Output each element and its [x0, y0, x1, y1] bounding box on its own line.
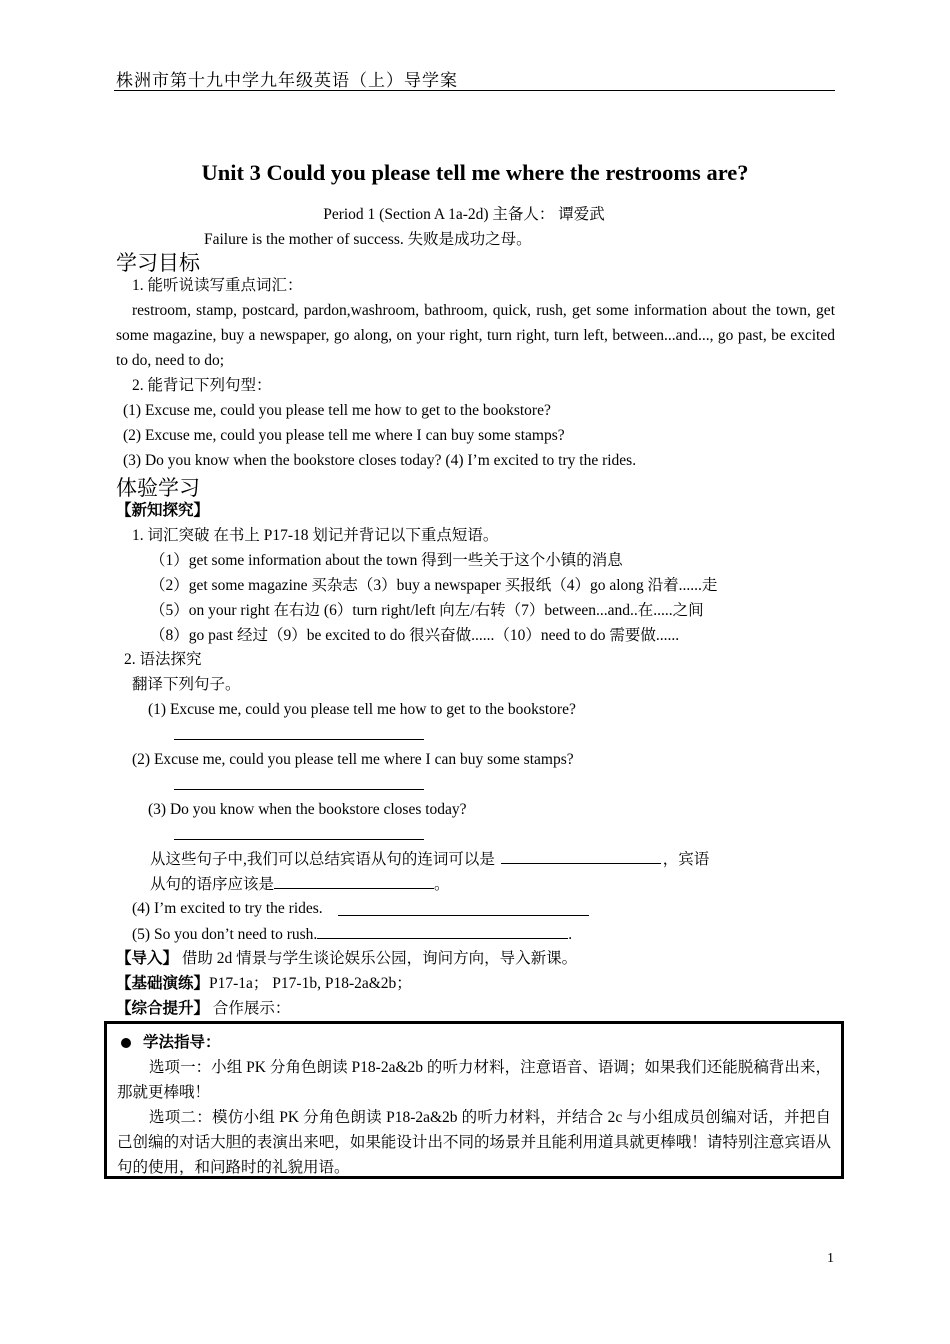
objective-2: 2. 能背记下列句型： [132, 377, 272, 394]
answer-blank-5[interactable] [317, 924, 568, 939]
conjunction-blank[interactable] [501, 849, 661, 864]
summary-text-1b: ，宾语 [662, 851, 710, 868]
objectives-heading: 学习目标 [116, 251, 200, 275]
answer-blank-3[interactable] [174, 839, 424, 840]
translate-q3: (3) Do you know when the bookstore closes today? [148, 801, 467, 818]
comprehensive-label: 【综合提升】 [116, 1000, 210, 1017]
translate-q5 [132, 924, 572, 945]
intro-line [116, 949, 577, 969]
vocab-breakthrough: 1. 词汇突破 在书上 P17-18 划记并背记以下重点短语。 [132, 527, 499, 544]
vocab-list: restroom, stamp, postcard, pardon,washroom, bathroom, quick, rush, get some information about the town, get some magazine, buy a newspaper, go along, on your right, turn right, turn left, between...and..., go past, be excited to do, need to do; [116, 302, 835, 369]
sentence-2: (2) Excuse me, could you please tell me where I can buy some stamps? [123, 427, 565, 444]
answer-blank-1[interactable] [174, 739, 424, 740]
translate-q4: (4) I’m excited to try the rides. [132, 900, 323, 917]
unit-title: Unit 3 Could you please tell me where the restrooms are? [201, 160, 749, 185]
phrase-line-3: （5）on your right 在右边 (6）turn right/left 向左/右转（7）between...and..在.....之间 [150, 602, 704, 619]
study-guide-title-line [117, 1030, 831, 1055]
intro-text: 借助 2d 情景与学生谈论娱乐公园，询问方向，导入新课。 [178, 950, 578, 967]
sentence-3-4: (3) Do you know when the bookstore closes today? (4) I’m excited to try the rides. [123, 452, 637, 469]
translate-q1: (1) Excuse me, could you please tell me how to get to the bookstore? [148, 701, 576, 718]
comprehensive-text: 合作展示： [209, 1000, 291, 1017]
summary-text-2b: 。 [434, 876, 450, 893]
new-knowledge-label: 【新知探究】 [116, 502, 210, 519]
phrase-line-2: （2）get some magazine 买杂志（3）buy a newspaper 买报纸（4）go along 沿着......走 [150, 577, 718, 594]
translate-q5-text: (5) So you don’t need to rush. [132, 926, 318, 943]
summary-text-2a: 从句的语序应该是 [150, 876, 275, 893]
answer-blank-2[interactable] [174, 789, 424, 790]
grammar-title: 2. 语法探究 [124, 651, 202, 668]
study-guide-title: 学法指导： [143, 1034, 221, 1051]
period-line: Period 1 (Section A 1a-2d) 主备人： 谭爱武 [323, 206, 605, 223]
summary-line-1 [150, 849, 709, 870]
translate-q2: (2) Excuse me, could you please tell me where I can buy some stamps? [132, 751, 574, 768]
phrase-line-1: （1）get some information about the town 得到一些关于这个小镇的消息 [150, 552, 623, 569]
objective-1: 1. 能听说读写重点词汇： [132, 277, 303, 294]
translate-instruction: 翻译下列句子。 [132, 676, 241, 693]
study-guide-content [117, 1030, 831, 1180]
summary-text-1a: 从这些句子中,我们可以总结宾语从句的连词可以是 [150, 851, 495, 868]
phrase-line-4: （8）go past 经过（9）be excited to do 很兴奋做......（10）need to do 需要做...... [150, 627, 680, 644]
running-header: 株洲市第十九中学九年级英语（上）导学案 [116, 71, 458, 90]
sentence-1: (1) Excuse me, could you please tell me how to get to the bookstore? [123, 402, 551, 419]
translate-q5-end: . [568, 926, 573, 943]
header-rule [114, 90, 835, 91]
intro-label: 【导入】 [116, 950, 179, 967]
word-order-blank[interactable] [274, 874, 434, 889]
study-guide-box [104, 1021, 844, 1179]
summary-line-2 [150, 874, 450, 895]
motto: Failure is the mother of success. 失败是成功之母。 [204, 231, 532, 248]
bullet-icon [121, 1038, 131, 1048]
guide-option-1: 选项一：小组 PK 分角色朗读 P18-2a&2b 的听力材料，注意语音、语调；如果我们还能脱稿背出来，那就更棒哦！ [117, 1059, 831, 1101]
experience-heading: 体验学习 [116, 476, 200, 500]
basic-practice-line [116, 974, 412, 994]
basic-label: 【基础演练】 [116, 975, 210, 992]
basic-text: P17-1a； P17-1b, P18-2a&2b； [209, 975, 412, 992]
answer-blank-4[interactable] [338, 915, 589, 916]
comprehensive-line [116, 999, 290, 1019]
guide-option-2: 选项二：模仿小组 PK 分角色朗读 P18-2a&2b 的听力材料，并结合 2c 与小组成员创编对话，并把自己创编的对话大胆的表演出来吧，如果能设计出不同的场景并且能利用道具就更棒哦！请特别注意宾语从句的使用，和问路时的礼貌用语。 [117, 1109, 831, 1176]
page-number: 1 [827, 1251, 834, 1266]
